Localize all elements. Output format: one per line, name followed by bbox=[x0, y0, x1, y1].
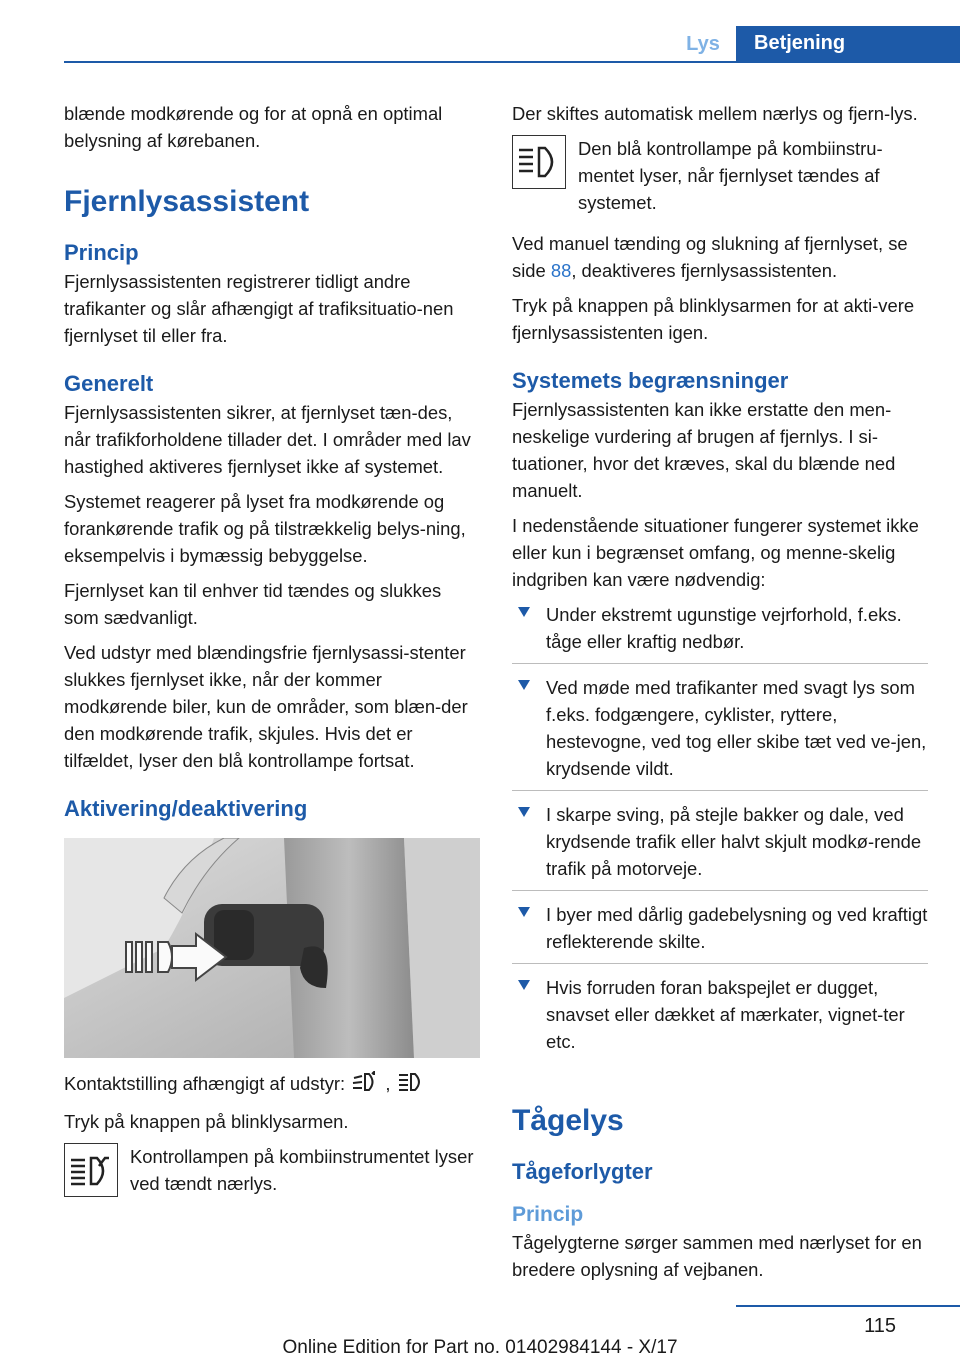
auto-switch-paragraph: Der skiftes automatisk mellem nærlys og fjern-lys. bbox=[512, 103, 918, 124]
press-button-paragraph: Tryk på knappen på blinklysarmen. bbox=[64, 1110, 349, 1132]
page-link-88[interactable]: 88 bbox=[550, 260, 572, 281]
low-beam-auto-icon bbox=[64, 1143, 118, 1197]
high-beam-assist-icon bbox=[396, 1071, 426, 1100]
left-column bbox=[64, 100, 480, 1211]
list-item bbox=[512, 674, 928, 791]
list-item-text: I skarpe sving, på stejle bakker og dale, ved krydsende trafik eller halvt skjult modkø-rende trafik på motorveje. bbox=[546, 804, 922, 879]
limits-paragraph-1: Fjernlysassistenten kan ikke erstatte den men-neskelige vurdering af brugen af fjernlys. I si-tuationer, hvor det kræves, skal du blænde ned manuelt. bbox=[512, 399, 896, 501]
high-beam-indicator-row bbox=[512, 135, 928, 216]
list-item bbox=[512, 601, 928, 664]
intro-paragraph: blænde modkørende og for at opnå en optimal belysning af kørebanen. bbox=[64, 103, 443, 151]
high-beam-indicator-icon bbox=[512, 135, 566, 189]
edition-footer: Online Edition for Part no. 01402984144 - X/17 bbox=[282, 1337, 678, 1358]
reactivate-paragraph: Tryk på knappen på blinklysarmen for at akti-vere fjernlysassistenten igen. bbox=[512, 295, 915, 343]
section-tab-lys[interactable]: Lys bbox=[686, 33, 720, 55]
bullet-triangle-icon bbox=[518, 680, 530, 690]
heading-tageforlygter: Tågeforlygter bbox=[512, 1159, 653, 1184]
manual-text-a: Ved manuel tænding og slukning af fjernlyset, se side bbox=[512, 233, 908, 281]
generelt-paragraph-1: Fjernlysassistenten sikrer, at fjernlyset tæn-des, når trafikforholdene tillader det. I områder med lav hastighed aktiveres fjernlyset ikke af systemet. bbox=[64, 402, 471, 477]
contact-text: Kontaktstilling afhængigt af udstyr: bbox=[64, 1073, 346, 1094]
section-tab-betjening[interactable]: Betjening bbox=[736, 26, 960, 62]
auto-high-beam-icon bbox=[350, 1071, 380, 1100]
limits-paragraph-2: I nedenstående situationer fungerer systemet ikke eller kun i begrænset omfang, og menne-skelig indgriben kan være nødvendig: bbox=[512, 515, 919, 590]
heading-fjernlysassistent: Fjernlysassistent bbox=[64, 185, 310, 218]
list-item-text: Hvis forruden foran bakspejlet er dugget, snavset eller dækket af mærkater, vignet-ter etc. bbox=[546, 977, 905, 1052]
list-item-text: Ved møde med trafikanter med svagt lys som f.eks. fodgængere, cyklister, ryttere, hestevogne, ved tog eller skibe tæt ved ve-jen, krydsende vildt. bbox=[546, 677, 927, 779]
generelt-paragraph-3: Fjernlyset kan til enhver tid tændes og slukkes som sædvanligt. bbox=[64, 580, 442, 628]
bullet-triangle-icon bbox=[518, 907, 530, 917]
fog-paragraph: Tågelygterne sørger sammen med nærlyset for en bredere oplysning af vejbanen. bbox=[512, 1232, 922, 1280]
heading-begransninger: Systemets begrænsninger bbox=[512, 368, 789, 393]
bullet-triangle-icon bbox=[518, 980, 530, 990]
page-number: 115 bbox=[864, 1315, 896, 1337]
list-item bbox=[512, 801, 928, 891]
contact-paragraph bbox=[64, 1070, 480, 1100]
heading-generelt: Generelt bbox=[64, 371, 154, 396]
list-item bbox=[512, 974, 928, 1063]
manual-paragraph bbox=[512, 230, 928, 284]
bullet-triangle-icon bbox=[518, 807, 530, 817]
contact-separator: , bbox=[385, 1073, 391, 1094]
heading-tagelys: Tågelys bbox=[512, 1104, 624, 1137]
footer-rule bbox=[736, 1305, 960, 1307]
generelt-paragraph-2: Systemet reagerer på lyset fra modkørende og forankørende trafik og på tilstrækkelig belys-ning, eksempelvis i bymæssig bebyggelse. bbox=[64, 491, 466, 566]
low-beam-indicator-row bbox=[64, 1143, 480, 1197]
high-beam-indicator-text: Den blå kontrollampe på kombiinstru-mentet lyser, når fjernlyset tændes af systemet. bbox=[578, 138, 883, 213]
right-column bbox=[512, 100, 928, 1291]
heading-aktivering: Aktivering/deaktivering bbox=[64, 796, 308, 821]
heading-fog-princip: Princip bbox=[512, 1203, 584, 1226]
princip-paragraph: Fjernlysassistenten registrerer tidligt andre trafikanter og slår afhængigt af trafiksituatio-nen fjernlyset til eller fra. bbox=[64, 271, 454, 346]
list-item bbox=[512, 901, 928, 964]
generelt-paragraph-4: Ved udstyr med blændingsfrie fjernlysassi-stenter slukkes fjernlyset ikke, når der kommer modkørende biler, kun de områder, som blæn-der den modkørende trafik, skjules. Hvis det er tilfældet, lyser den blå kontrollampe fortsat. bbox=[64, 642, 468, 771]
list-item-text: I byer med dårlig gadebelysning og ved kraftigt reflekterende skilte. bbox=[546, 904, 928, 952]
heading-princip: Princip bbox=[64, 240, 139, 265]
limitations-list bbox=[512, 601, 928, 1063]
stalk-photo bbox=[64, 838, 480, 1058]
bullet-triangle-icon bbox=[518, 607, 530, 617]
low-beam-indicator-text: Kontrollampen på kombiinstrumentet lyser ved tændt nærlys. bbox=[130, 1145, 474, 1194]
manual-text-b: , deaktiveres fjernlysassistenten. bbox=[571, 260, 838, 281]
list-item-text: Under ekstremt ugunstige vejrforhold, f.eks. tåge eller kraftig nedbør. bbox=[546, 604, 902, 652]
